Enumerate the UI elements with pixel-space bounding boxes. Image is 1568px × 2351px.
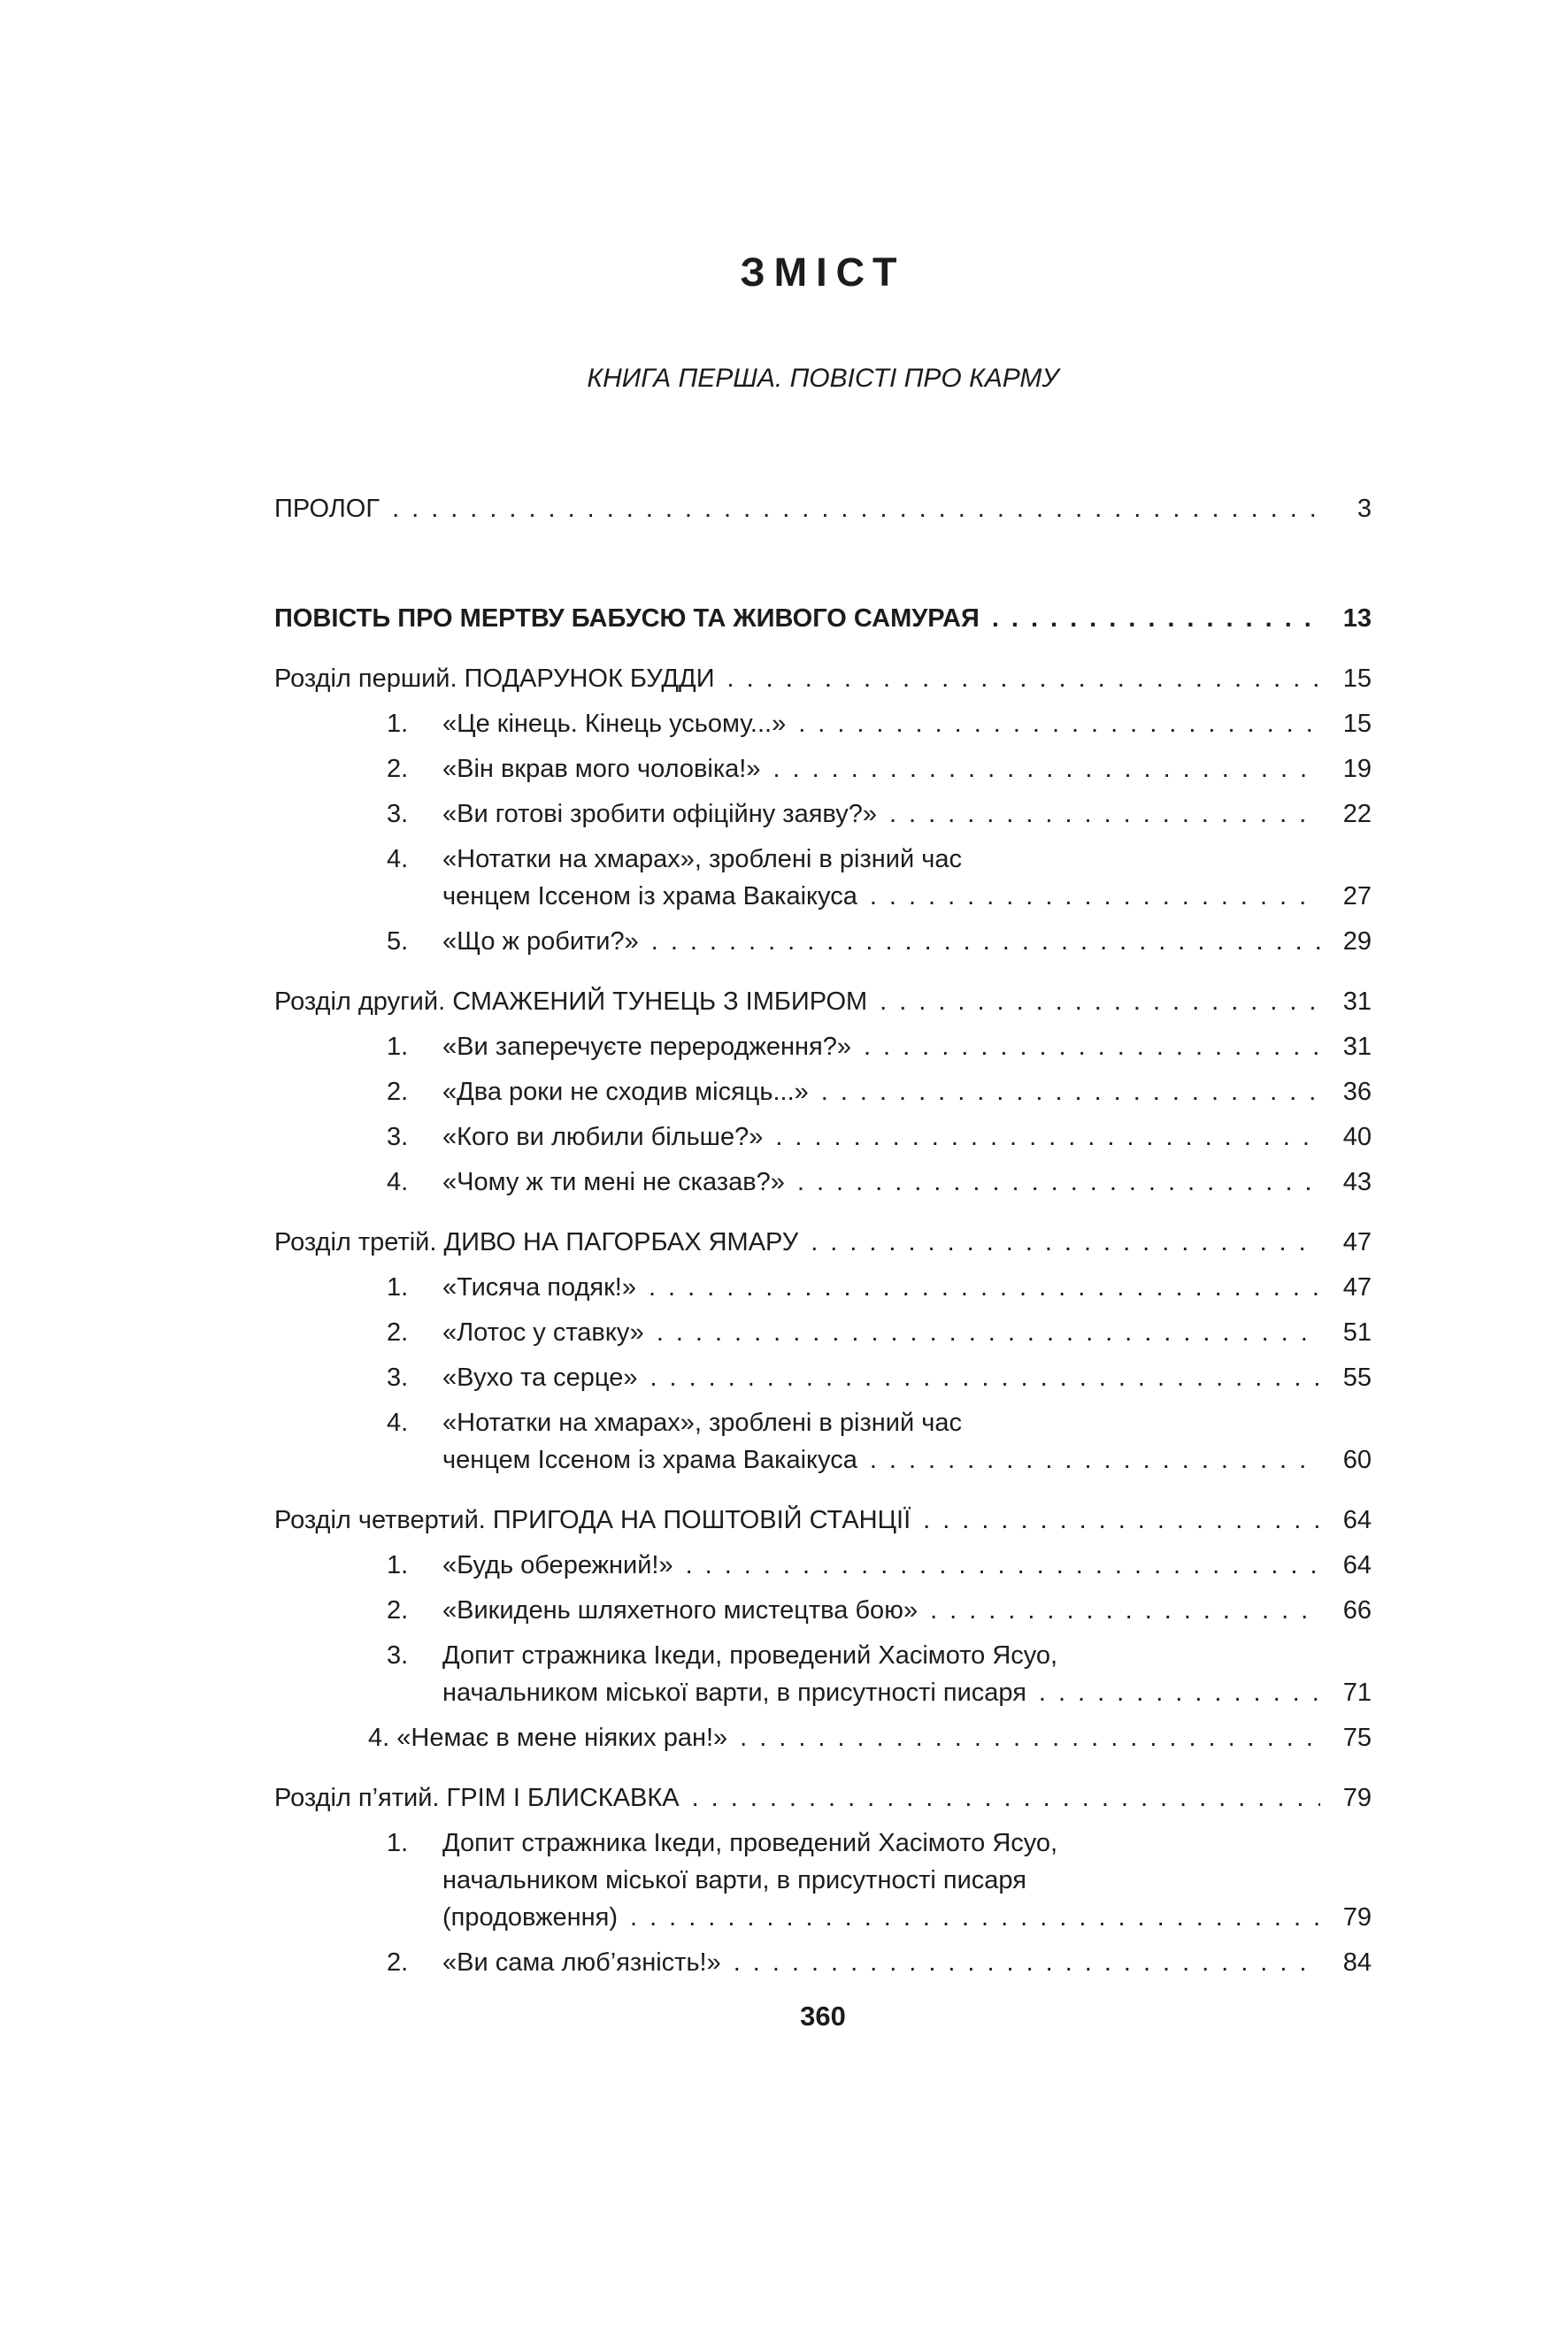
entry-label: «Два роки не сходив місяць...»	[442, 1078, 809, 1106]
toc-entry	[274, 660, 1372, 697]
toc-entry	[274, 983, 1372, 1020]
dot-leader	[811, 1224, 1320, 1261]
entry-number: 2.	[387, 1078, 409, 1106]
entry-label: «Нотатки на хмарах», зроблені в різний час	[442, 1409, 962, 1437]
toc-entry	[274, 750, 1372, 788]
entry-label: «Він вкрав мого чоловіка!»	[442, 755, 761, 783]
toc-row	[274, 490, 1372, 527]
toc-entry	[274, 795, 1372, 833]
entry-label: начальником міської варти, в присутності писаря	[442, 1866, 1026, 1894]
dot-leader	[772, 750, 1320, 788]
toc-entry	[274, 841, 1372, 915]
entry-label: ченцем Іссеном із храма Вакаікуса	[442, 882, 857, 910]
entry-label: «Чому ж ти мені не сказав?»	[442, 1168, 785, 1196]
toc-entry	[274, 1224, 1372, 1261]
dot-leader	[727, 660, 1320, 697]
entry-page-number: 79	[1342, 1903, 1372, 1932]
toc-row	[274, 1899, 1372, 1936]
dot-leader	[870, 1441, 1320, 1479]
entry-number: 4.	[387, 845, 409, 873]
toc-entry	[274, 490, 1372, 527]
entry-number: 3.	[387, 1641, 409, 1670]
toc-entry	[274, 600, 1372, 637]
toc-row	[274, 1073, 1372, 1110]
dot-leader	[864, 1028, 1320, 1065]
entry-page-number: 47	[1342, 1228, 1372, 1256]
dot-leader	[880, 983, 1320, 1020]
entry-label: ченцем Іссеном із храма Вакаікуса	[442, 1446, 857, 1474]
entry-page-number: 66	[1342, 1596, 1372, 1625]
entry-page-number: 15	[1342, 710, 1372, 738]
entry-number: 1.	[387, 1273, 409, 1302]
entry-page-number: 64	[1342, 1551, 1372, 1579]
entry-page-number: 40	[1342, 1123, 1372, 1151]
entry-label: «Будь обережний!»	[442, 1551, 673, 1579]
dot-leader	[649, 1269, 1320, 1306]
entry-number: 3.	[387, 1364, 409, 1392]
entry-label: «Ви сама люб’язність!»	[442, 1948, 721, 1977]
toc-row	[274, 1269, 1372, 1306]
entry-label: Допит стражника Ікеди, проведений Хасімото Ясуо,	[442, 1829, 1058, 1857]
dot-leader	[657, 1314, 1320, 1351]
entry-label: Допит стражника Ікеди, проведений Хасімото Ясуо,	[442, 1641, 1058, 1670]
entry-page-number: 22	[1342, 800, 1372, 828]
entry-page-number: 51	[1342, 1318, 1372, 1347]
entry-page-number: 84	[1342, 1948, 1372, 1977]
entry-number: 3.	[387, 1123, 409, 1151]
entry-label: «Що ж робити?»	[442, 927, 639, 956]
toc-row	[274, 1118, 1372, 1156]
toc-entry	[274, 923, 1372, 960]
toc-entry	[274, 1592, 1372, 1629]
entry-page-number: 79	[1342, 1784, 1372, 1812]
toc-row	[274, 1224, 1372, 1261]
dot-leader	[889, 795, 1320, 833]
toc-row	[274, 983, 1372, 1020]
entry-number: 4.	[387, 1409, 409, 1437]
toc-entry	[274, 1825, 1372, 1936]
entry-number: 2.	[387, 1318, 409, 1347]
toc-entry	[274, 1073, 1372, 1110]
dot-leader	[392, 490, 1320, 527]
entry-page-number: 36	[1342, 1078, 1372, 1106]
toc-entry	[274, 1944, 1372, 1981]
toc-row	[274, 1314, 1372, 1351]
toc-row	[274, 923, 1372, 960]
toc-entry	[274, 1028, 1372, 1065]
entry-label: «Вухо та серце»	[442, 1364, 638, 1392]
entry-label: (продовження)	[442, 1903, 619, 1932]
entry-label: «Нотатки на хмарах», зроблені в різний час	[442, 845, 962, 873]
toc-content	[274, 250, 1372, 2032]
toc-row	[274, 1359, 1372, 1396]
entry-number: 1.	[387, 1551, 409, 1579]
toc-row	[274, 600, 1372, 637]
toc-list	[274, 490, 1372, 1981]
toc-entry	[274, 1637, 1372, 1711]
dot-leader	[821, 1073, 1320, 1110]
toc-row	[274, 705, 1372, 742]
dot-leader	[992, 600, 1320, 637]
dot-leader	[651, 923, 1320, 960]
entry-page-number: 3	[1357, 495, 1372, 523]
dot-leader	[1039, 1674, 1320, 1711]
dot-leader	[775, 1118, 1320, 1156]
toc-entry	[274, 1164, 1372, 1201]
entry-label: «Ви заперечуєте переродження?»	[442, 1033, 851, 1061]
toc-entry	[274, 1269, 1372, 1306]
entry-number: 3.	[387, 800, 409, 828]
toc-row	[274, 1944, 1372, 1981]
toc-row	[274, 1637, 1372, 1674]
toc-row	[274, 1441, 1372, 1479]
toc-row	[274, 1719, 1372, 1756]
toc-row	[274, 1547, 1372, 1584]
entry-label: Розділ перший. ПОДАРУНОК БУДДИ	[274, 665, 715, 693]
entry-page-number: 13	[1342, 604, 1372, 633]
dot-leader	[740, 1719, 1320, 1756]
entry-label: Розділ третій. ДИВО НА ПАГОРБАХ ЯМАРУ	[274, 1228, 799, 1256]
entry-page-number: 71	[1342, 1679, 1372, 1707]
entry-page-number: 75	[1342, 1724, 1372, 1752]
entry-number: 2.	[387, 1596, 409, 1625]
footer-page-number: 360	[800, 2001, 846, 2032]
entry-number: 2.	[387, 1948, 409, 1977]
entry-number: 2.	[387, 755, 409, 783]
toc-row	[274, 795, 1372, 833]
toc-row	[274, 878, 1372, 915]
entry-number: 1.	[387, 1829, 409, 1857]
entry-label: «Викидень шляхетного мистецтва бою»	[442, 1596, 919, 1625]
entry-label: «Кого ви любили більше?»	[442, 1123, 764, 1151]
toc-entry	[274, 1719, 1372, 1756]
entry-label: 4. «Немає в мене ніяких ран!»	[368, 1724, 728, 1752]
entry-page-number: 19	[1342, 755, 1372, 783]
entry-label: начальником міської варти, в присутності писаря	[442, 1679, 1026, 1707]
toc-entry	[274, 1359, 1372, 1396]
dot-leader	[692, 1779, 1320, 1817]
entry-page-number: 27	[1342, 882, 1372, 910]
book-part-subtitle: КНИГА ПЕРША. ПОВІСТІ ПРО КАРМУ	[587, 364, 1059, 393]
toc-row	[274, 1164, 1372, 1201]
toc-row	[274, 750, 1372, 788]
entry-number: 4.	[387, 1168, 409, 1196]
entry-page-number: 31	[1342, 987, 1372, 1016]
toc-row	[274, 841, 1372, 878]
toc-row	[274, 1779, 1372, 1817]
entry-page-number: 64	[1342, 1506, 1372, 1534]
entry-page-number: 60	[1342, 1446, 1372, 1474]
toc-entry	[274, 1118, 1372, 1156]
page-title: ЗМІСТ	[740, 250, 906, 295]
entry-page-number: 29	[1342, 927, 1372, 956]
dot-leader	[686, 1547, 1320, 1584]
dot-leader	[923, 1502, 1320, 1539]
toc-entry	[274, 1502, 1372, 1539]
entry-number: 5.	[387, 927, 409, 956]
dot-leader	[649, 1359, 1320, 1396]
entry-number: 1.	[387, 710, 409, 738]
toc-entry	[274, 1314, 1372, 1351]
entry-label: Розділ другий. СМАЖЕНИЙ ТУНЕЦЬ З ІМБИРОМ	[274, 987, 868, 1016]
dot-leader	[930, 1592, 1320, 1629]
entry-label: ПОВІСТЬ ПРО МЕРТВУ БАБУСЮ ТА ЖИВОГО САМУРАЯ	[274, 604, 980, 633]
entry-label: «Це кінець. Кінець усьому...»	[442, 710, 787, 738]
toc-row	[274, 1404, 1372, 1441]
entry-page-number: 31	[1342, 1033, 1372, 1061]
entry-label: «Ви готові зробити офіційну заяву?»	[442, 800, 877, 828]
entry-page-number: 15	[1342, 665, 1372, 693]
toc-row	[274, 1592, 1372, 1629]
toc-row	[274, 1502, 1372, 1539]
dot-leader	[797, 1164, 1320, 1201]
entry-label: «Лотос у ставку»	[442, 1318, 644, 1347]
entry-page-number: 43	[1342, 1168, 1372, 1196]
entry-page-number: 55	[1342, 1364, 1372, 1392]
dot-leader	[870, 878, 1320, 915]
toc-entry	[274, 1779, 1372, 1817]
toc-entry	[274, 1404, 1372, 1479]
entry-number: 1.	[387, 1033, 409, 1061]
toc-row	[274, 1028, 1372, 1065]
toc-entry	[274, 705, 1372, 742]
toc-row	[274, 1825, 1372, 1862]
entry-label: Розділ четвертий. ПРИГОДА НА ПОШТОВІЙ СТАНЦІЇ	[274, 1506, 911, 1534]
toc-entry	[274, 1547, 1372, 1584]
dot-leader	[630, 1899, 1320, 1936]
dot-leader	[734, 1944, 1320, 1981]
entry-label: ПРОЛОГ	[274, 495, 380, 523]
entry-page-number: 47	[1342, 1273, 1372, 1302]
toc-row	[274, 1862, 1372, 1899]
toc-row	[274, 660, 1372, 697]
entry-label: Розділ п’ятий. ГРІМ І БЛИСКАВКА	[274, 1784, 680, 1812]
entry-label: «Тисяча подяк!»	[442, 1273, 636, 1302]
toc-row	[274, 1674, 1372, 1711]
dot-leader	[798, 705, 1320, 742]
